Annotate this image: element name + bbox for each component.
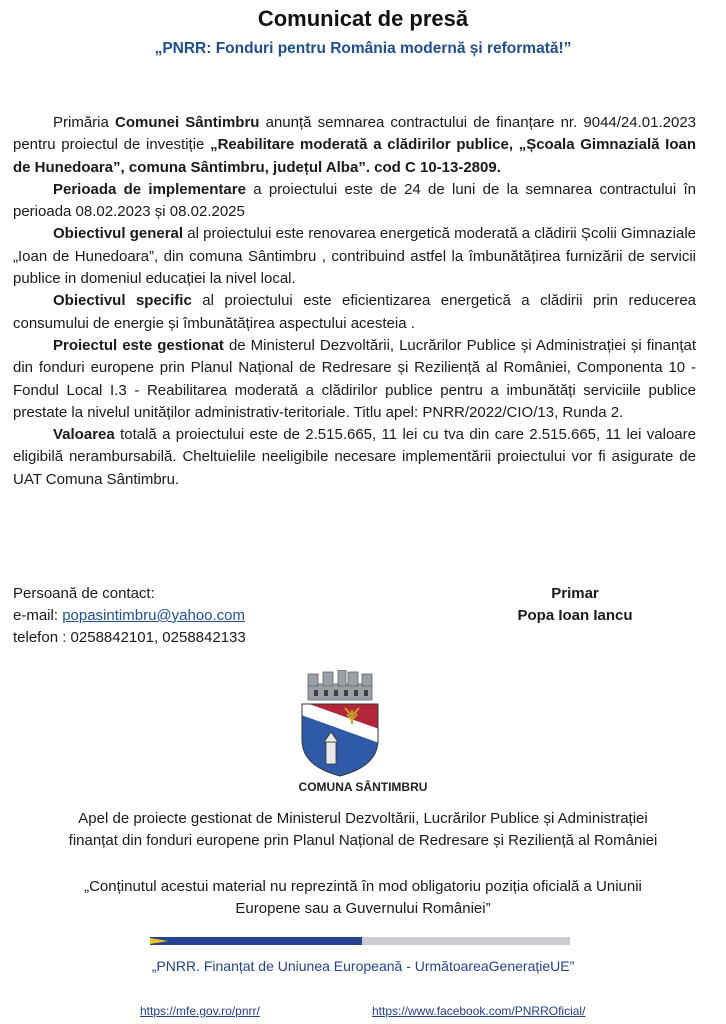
label-management: Proiectul este gestionat (53, 336, 224, 354)
text: a proiectului este de 24 de luni de la semnarea contractului în perioada 08.02.2023 și 08.02.2025 (13, 180, 696, 221)
facebook-link[interactable]: https://www.facebook.com/PNRROficial/ (372, 1004, 586, 1018)
label-specific-objective: Obiectivul specific (53, 292, 192, 310)
call-line-1: Apel de proiecte gestionat de Ministerul Dezvoltării, Lucrărilor Publice și Administrației (78, 810, 648, 827)
project-title: „Reabilitare moderată a clădirilor publice, „Școala Gimnazială Ioan de Hunedoara”, comuna Sântimbru, județul Alba”. cod C 10-13-2809. (13, 136, 696, 176)
text: totală a proiectului este de 2.515.665, 11 lei cu tva din care 2.515.665, 11 lei valoare eligibilă nerambursabilă. Cheltuielile neeligibile necesare implementării proiectului vor fi asigurate de UAT Comuna Sântimbru. (13, 426, 696, 488)
call-line-2: finanțat din fonduri europene prin Planul Național de Redresare și Reziliență al României (68, 832, 658, 849)
page-subtitle: „PNRR: Fonduri pentru România modernă și reformată!” (154, 40, 572, 57)
email-link[interactable]: popasintimbru@yahoo.com (62, 607, 246, 624)
funding-tagline: „PNRR. Finanțat de Uniunea Europeană - UrmătoareaGenerațieUE” (151, 958, 575, 974)
paragraph-period (13, 179, 696, 224)
paragraph-value (13, 424, 696, 491)
call-statement (0, 808, 726, 852)
mayor-name: Popa Ioan Iancu (517, 607, 633, 624)
paragraph-management (13, 335, 696, 424)
text: al proiectului este renovarea energetică moderată a clădirii Școlii Gimnaziale „Ioan de Hunedoara”, din comuna Sântimbru , contribuind astfel la îmbunătățirea furnizării de servicii publice in domeniul educației la nivel local. (13, 225, 696, 288)
paragraph-general-objective (13, 223, 696, 290)
contact-email-line (13, 605, 246, 627)
disclaimer-line-2: Europene sau a Guvernului României” (235, 900, 491, 917)
branding-divider (150, 937, 570, 945)
crest-caption: COMUNA SÂNTIMBRU (298, 780, 428, 794)
divider-arrow-icon (150, 938, 168, 944)
contact-phone: telefon : 0258842101, 0258842133 (13, 629, 246, 646)
mfe-link[interactable]: https://mfe.gov.ro/pnrr/ (140, 1004, 260, 1018)
email-label: e-mail: (13, 607, 63, 624)
contact-block (13, 583, 246, 649)
contact-label: Persoană de contact: (13, 585, 155, 602)
label-value: Valoarea (53, 426, 115, 444)
commune-name: Comunei Sântimbru (114, 114, 260, 131)
text: al proiectului este eficientizarea energetică a clădirii prin reducerea consumului de energie și îmbunătățirea aspectului acesteia . (13, 292, 697, 332)
text: anunță semnarea contractului de finanțare nr. 9044/24.01.2023 pentru proiectul de investiție (13, 114, 697, 154)
eu-disclaimer (0, 876, 726, 920)
press-release-body (13, 112, 696, 491)
disclaimer-line-1: „Conținutul acestui material nu reprezintă în mod obligatoriu poziția oficială a Uniunii (84, 878, 642, 895)
label-general-objective: Obiectivul general (53, 225, 184, 243)
text: Primăria (53, 114, 115, 131)
commune-crest-icon (298, 670, 382, 778)
mayor-signature (490, 583, 660, 627)
divider-blue-segment (150, 937, 362, 945)
paragraph-announcement (13, 112, 696, 179)
text: de Ministerul Dezvoltării, Lucrărilor Publice și Administrației și finanțat din fonduri europene prin Planul Național de Redresare și Reziliență al României, Componenta 10 - Fondul Local I.3 - Reabilitarea moderată a clădirilor publice pentru a imbunătăți serviciile publice prestate la nivelul unităților administrativ-teritoriale. Titlu apel: PNRR/2022/CIO/13, Runda 2. (13, 336, 696, 421)
page-title: Comunicat de presă (257, 6, 469, 31)
mayor-title: Primar (551, 585, 599, 602)
paragraph-specific-objective (13, 290, 696, 335)
label-period: Perioada de implementare (53, 180, 246, 198)
